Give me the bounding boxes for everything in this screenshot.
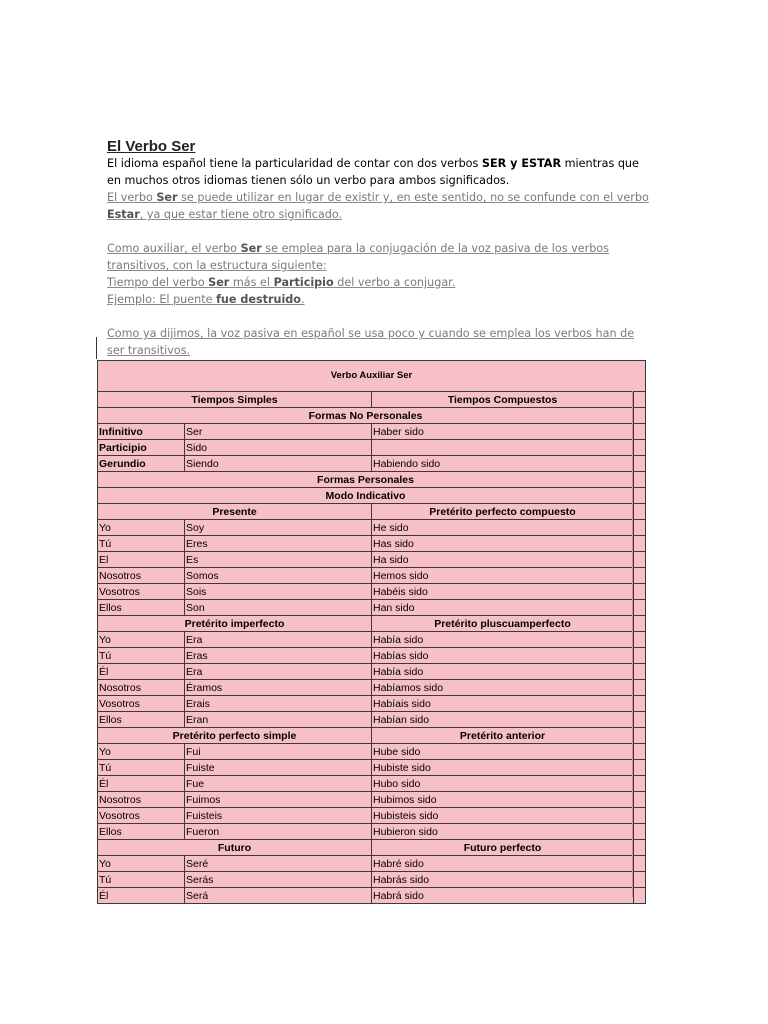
compound-cell: Había sido bbox=[372, 632, 634, 648]
p2-text-1: El verbo bbox=[107, 191, 157, 204]
compound-cell: Habrá sido bbox=[372, 888, 634, 904]
pronoun-cell: Nosotros bbox=[98, 568, 185, 584]
pronoun-cell: El bbox=[98, 552, 185, 568]
simple-cell: Sido bbox=[185, 440, 372, 456]
p3-bold-1: Ser bbox=[240, 242, 262, 255]
compound-cell: Habrás sido bbox=[372, 872, 634, 888]
spare-cell bbox=[634, 424, 646, 440]
spare-cell bbox=[634, 888, 646, 904]
simple-cell: Siendo bbox=[185, 456, 372, 472]
compound-cell: Hube sido bbox=[372, 744, 634, 760]
margin-rule bbox=[96, 337, 97, 359]
simple-cell: Ser bbox=[185, 424, 372, 440]
pronoun-cell: Tú bbox=[98, 536, 185, 552]
intro-text bbox=[107, 155, 652, 359]
spare-cell bbox=[634, 440, 646, 456]
table-row bbox=[98, 824, 646, 840]
simple-cell: Es bbox=[185, 552, 372, 568]
pronoun-cell: Vosotros bbox=[98, 584, 185, 600]
simple-cell: Fuisteis bbox=[185, 808, 372, 824]
spare-cell bbox=[634, 840, 646, 856]
table-row bbox=[98, 744, 646, 760]
section-row bbox=[98, 408, 646, 424]
pronoun-cell: Tú bbox=[98, 872, 185, 888]
compound-cell: Habían sido bbox=[372, 712, 634, 728]
tense-compound-name: Pretérito pluscuamperfecto bbox=[372, 616, 634, 632]
pronoun-cell: Él bbox=[98, 776, 185, 792]
table-row bbox=[98, 584, 646, 600]
tense-header-row bbox=[98, 504, 646, 520]
compound-cell bbox=[372, 440, 634, 456]
simple-cell: Será bbox=[185, 888, 372, 904]
simple-cell: Fuiste bbox=[185, 760, 372, 776]
compound-cell: Hubimos sido bbox=[372, 792, 634, 808]
table-row bbox=[98, 456, 646, 472]
p4-bold-2: Participio bbox=[273, 276, 334, 289]
section-modo-indicativo: Modo Indicativo bbox=[98, 488, 634, 504]
pronoun-cell: Él bbox=[98, 664, 185, 680]
col-simple-header: Tiempos Simples bbox=[98, 392, 372, 408]
simple-cell: Seré bbox=[185, 856, 372, 872]
table-row bbox=[98, 664, 646, 680]
simple-cell: Era bbox=[185, 632, 372, 648]
compound-cell: Hubisteis sido bbox=[372, 808, 634, 824]
spare-cell bbox=[634, 712, 646, 728]
ejemplo-paragraph bbox=[107, 291, 652, 308]
spare-cell bbox=[634, 856, 646, 872]
table-header-row bbox=[98, 361, 646, 392]
conjugation-table-body bbox=[98, 361, 646, 904]
p2-bold-2: Estar bbox=[107, 208, 140, 221]
table-row bbox=[98, 552, 646, 568]
p4-text-1: Tiempo del verbo bbox=[107, 276, 209, 289]
table-row bbox=[98, 440, 646, 456]
spare-cell bbox=[634, 664, 646, 680]
section-no-personales: Formas No Personales bbox=[98, 408, 634, 424]
pronoun-cell: Ellos bbox=[98, 712, 185, 728]
auxiliar-paragraph bbox=[107, 240, 652, 274]
p4-text-3: del verbo a conjugar. bbox=[333, 276, 456, 289]
table-row bbox=[98, 760, 646, 776]
compound-cell: Habré sido bbox=[372, 856, 634, 872]
compound-cell: Ha sido bbox=[372, 552, 634, 568]
compound-cell: Hemos sido bbox=[372, 568, 634, 584]
pronoun-cell: Vosotros bbox=[98, 696, 185, 712]
spacer bbox=[107, 223, 652, 240]
p5-bold-1: fue destruido bbox=[216, 293, 301, 306]
spacer bbox=[107, 308, 652, 325]
spare-cell bbox=[634, 808, 646, 824]
simple-cell: Éramos bbox=[185, 680, 372, 696]
table-row bbox=[98, 520, 646, 536]
table-row bbox=[98, 712, 646, 728]
intro-paragraph bbox=[107, 155, 652, 189]
tense-header-row bbox=[98, 616, 646, 632]
table-row bbox=[98, 792, 646, 808]
pronoun-cell: Nosotros bbox=[98, 792, 185, 808]
spare-cell bbox=[634, 680, 646, 696]
p5-text-2: . bbox=[301, 293, 305, 306]
p2-bold-1: Ser bbox=[156, 191, 178, 204]
table-row bbox=[98, 568, 646, 584]
spare-cell bbox=[634, 600, 646, 616]
spare-cell bbox=[634, 776, 646, 792]
label-cell: Participio bbox=[98, 440, 185, 456]
section-personales: Formas Personales bbox=[98, 472, 634, 488]
simple-cell: Son bbox=[185, 600, 372, 616]
table-row bbox=[98, 888, 646, 904]
pronoun-cell: Yo bbox=[98, 856, 185, 872]
simple-cell: Fui bbox=[185, 744, 372, 760]
compound-cell: Habiendo sido bbox=[372, 456, 634, 472]
tense-simple-name: Presente bbox=[98, 504, 372, 520]
spare-cell bbox=[634, 568, 646, 584]
p2-text-2: se puede utilizar en lugar de existir y, en este sentido, no se confunde con el verbo bbox=[177, 191, 649, 204]
compound-cell: Habías sido bbox=[372, 648, 634, 664]
pronoun-cell: Vosotros bbox=[98, 808, 185, 824]
compound-cell: Habíamos sido bbox=[372, 680, 634, 696]
spare-cell bbox=[634, 728, 646, 744]
spare-cell bbox=[634, 392, 646, 408]
tense-compound-name: Pretérito perfecto compuesto bbox=[372, 504, 634, 520]
compound-cell: Había sido bbox=[372, 664, 634, 680]
intro-text-1: El idioma español tiene la particularidad de contar con dos verbos bbox=[107, 157, 482, 170]
pronoun-cell: Ellos bbox=[98, 824, 185, 840]
table-row bbox=[98, 696, 646, 712]
compound-cell: He sido bbox=[372, 520, 634, 536]
compound-cell: Habíais sido bbox=[372, 696, 634, 712]
spare-cell bbox=[634, 872, 646, 888]
p4-text-2: más el bbox=[229, 276, 274, 289]
table-row bbox=[98, 872, 646, 888]
spare-cell bbox=[634, 520, 646, 536]
simple-cell: Fueron bbox=[185, 824, 372, 840]
tense-simple-name: Pretérito imperfecto bbox=[98, 616, 372, 632]
compound-cell: Haber sido bbox=[372, 424, 634, 440]
pronoun-cell: Tú bbox=[98, 760, 185, 776]
spare-cell bbox=[634, 504, 646, 520]
spare-cell bbox=[634, 552, 646, 568]
p4-bold-1: Ser bbox=[208, 276, 230, 289]
simple-cell: Fue bbox=[185, 776, 372, 792]
spare-cell bbox=[634, 536, 646, 552]
table-header: Verbo Auxiliar Ser bbox=[98, 361, 646, 392]
compound-cell: Han sido bbox=[372, 600, 634, 616]
simple-cell: Soy bbox=[185, 520, 372, 536]
table-right-rule bbox=[632, 391, 633, 897]
tense-compound-name: Futuro perfecto bbox=[372, 840, 634, 856]
simple-cell: Eran bbox=[185, 712, 372, 728]
ser-existir-paragraph bbox=[107, 189, 652, 223]
compound-cell: Habéis sido bbox=[372, 584, 634, 600]
simple-cell: Eras bbox=[185, 648, 372, 664]
intro-bold: SER y ESTAR bbox=[481, 157, 562, 170]
estructura-paragraph bbox=[107, 274, 652, 291]
column-header-row bbox=[98, 392, 646, 408]
table-row bbox=[98, 424, 646, 440]
label-cell: Infinitivo bbox=[98, 424, 185, 440]
tense-simple-name: Pretérito perfecto simple bbox=[98, 728, 372, 744]
spare-cell bbox=[634, 408, 646, 424]
tense-compound-name: Pretérito anterior bbox=[372, 728, 634, 744]
tense-header-row bbox=[98, 728, 646, 744]
pronoun-cell: Nosotros bbox=[98, 680, 185, 696]
conjugation-table bbox=[97, 360, 646, 904]
table-row bbox=[98, 600, 646, 616]
pronoun-cell: Tú bbox=[98, 648, 185, 664]
table-row bbox=[98, 680, 646, 696]
table-row bbox=[98, 632, 646, 648]
spare-cell bbox=[634, 792, 646, 808]
pronoun-cell: Yo bbox=[98, 744, 185, 760]
spare-cell bbox=[634, 456, 646, 472]
section-row bbox=[98, 488, 646, 504]
pronoun-cell: Él bbox=[98, 888, 185, 904]
col-compound-header: Tiempos Compuestos bbox=[372, 392, 634, 408]
spare-cell bbox=[634, 616, 646, 632]
compound-cell: Hubieron sido bbox=[372, 824, 634, 840]
simple-cell: Era bbox=[185, 664, 372, 680]
spare-cell bbox=[634, 696, 646, 712]
compound-cell: Hubo sido bbox=[372, 776, 634, 792]
spare-cell bbox=[634, 632, 646, 648]
p5-text-1: Ejemplo: El puente bbox=[107, 293, 217, 306]
spare-cell bbox=[634, 824, 646, 840]
simple-cell: Erais bbox=[185, 696, 372, 712]
table-row bbox=[98, 776, 646, 792]
table-row bbox=[98, 648, 646, 664]
tense-header-row bbox=[98, 840, 646, 856]
spare-cell bbox=[634, 648, 646, 664]
voz-pasiva-paragraph: Como ya dijimos, la voz pasiva en español se usa poco y cuando se emplea los verbos han de ser transitivos. bbox=[107, 327, 635, 357]
pronoun-cell: Yo bbox=[98, 632, 185, 648]
intro-text-2: mientras que en muchos otros idiomas tienen sólo un verbo para ambos significados. bbox=[107, 157, 639, 187]
compound-cell: Hubiste sido bbox=[372, 760, 634, 776]
simple-cell: Serás bbox=[185, 872, 372, 888]
page-title: El Verbo Ser bbox=[107, 138, 196, 155]
simple-cell: Somos bbox=[185, 568, 372, 584]
p3-text-1: Como auxiliar, el verbo bbox=[107, 242, 241, 255]
spare-cell bbox=[634, 744, 646, 760]
spare-cell bbox=[634, 488, 646, 504]
label-cell: Gerundio bbox=[98, 456, 185, 472]
p3-text-2: se emplea para la conjugación de la voz pasiva de los verbos transitivos, con la estructura siguiente: bbox=[107, 242, 609, 272]
p2-text-3: , ya que estar tiene otro significado. bbox=[139, 208, 343, 221]
simple-cell: Eres bbox=[185, 536, 372, 552]
table-row bbox=[98, 856, 646, 872]
spare-cell bbox=[634, 760, 646, 776]
table-row bbox=[98, 536, 646, 552]
simple-cell: Sois bbox=[185, 584, 372, 600]
spare-cell bbox=[634, 472, 646, 488]
pronoun-cell: Yo bbox=[98, 520, 185, 536]
tense-simple-name: Futuro bbox=[98, 840, 372, 856]
compound-cell: Has sido bbox=[372, 536, 634, 552]
table-row bbox=[98, 808, 646, 824]
pronoun-cell: Ellos bbox=[98, 600, 185, 616]
spare-cell bbox=[634, 584, 646, 600]
section-row bbox=[98, 472, 646, 488]
simple-cell: Fuimos bbox=[185, 792, 372, 808]
